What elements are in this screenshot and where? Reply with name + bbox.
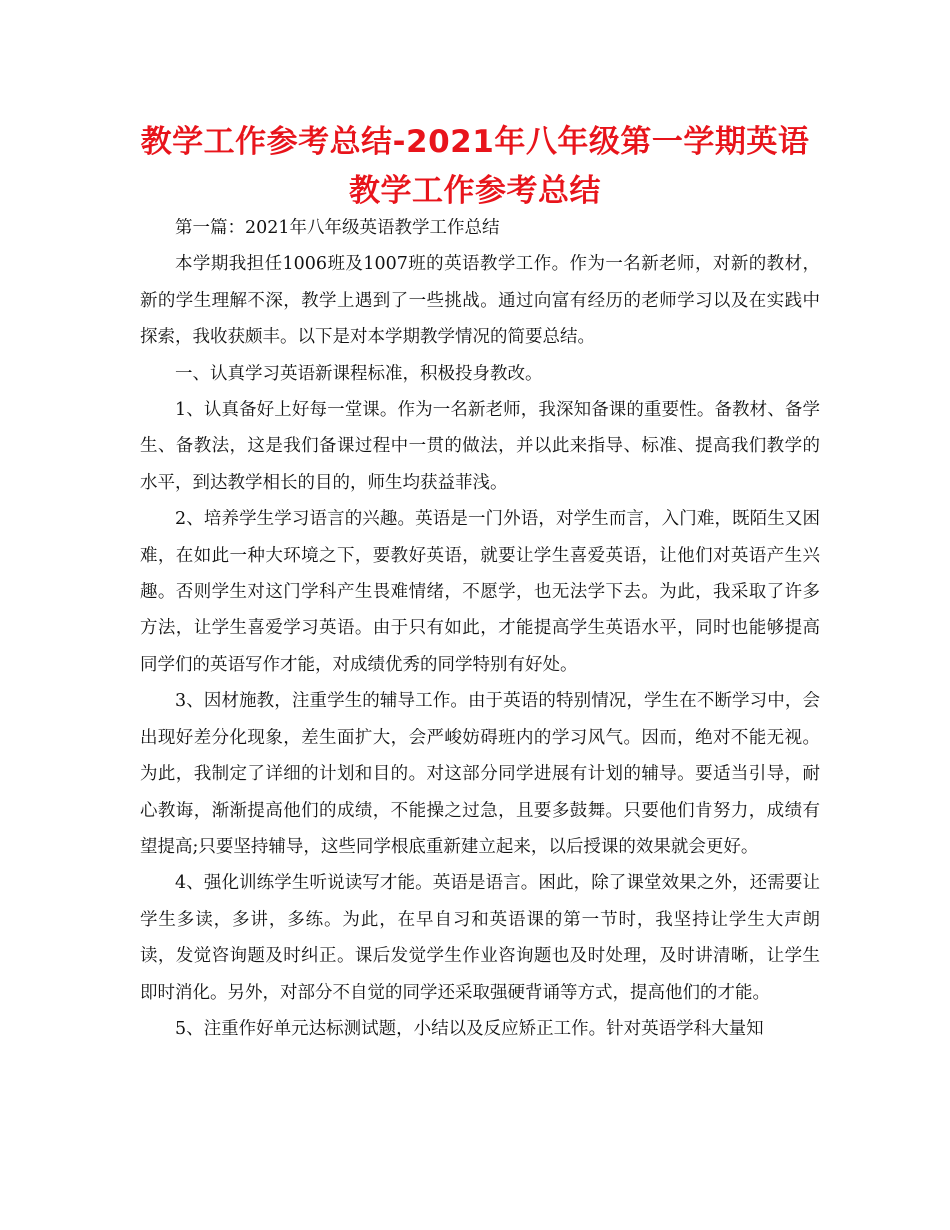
- paragraph: 一、认真学习英语新课程标准，积极投身教改。: [175, 363, 543, 384]
- paragraph: 2、培养学生学习语言的兴趣。英语是一门外语，对学生而言，入门难，既陌生又困难，在如此一种大环境之下，要教好英语，就要让学生喜爱英语，让他们对英语产生兴趣。否则学生对这门学科产生畏难情绪，不愿学，也无法学下去。为此，我采取了许多方法，让学生喜爱学习英语。由于只有如此，才能提高学生英语水平，同时也能够提高同学们的英语写作才能，对成绩优秀的同学特别有好处。: [140, 509, 820, 675]
- document-body: [140, 210, 820, 1047]
- paragraph: 1、认真备好上好每一堂课。作为一名新老师，我深知备课的重要性。备教材、备学生、备教法，这是我们备课过程中一贯的做法，并以此来指导、标准、提高我们教学的水平，到达教学相长的目的，师生均获益菲浅。: [140, 400, 820, 493]
- title-line-2: 教学工作参考总结: [349, 173, 601, 209]
- title-line-1: 教学工作参考总结-2021年八年级第一学期英语: [140, 124, 810, 160]
- section-heading: 第一篇：2021年八年级英语教学工作总结: [175, 218, 500, 238]
- paragraph: 3、因材施教，注重学生的辅导工作。由于英语的特别情况，学生在不断学习中，会出现好差分化现象，差生面扩大，会严峻妨碍班内的学习风气。因而，绝对不能无视。为此，我制定了详细的计划和目的。对这部分同学进展有计划的辅导。要适当引导，耐心教诲，渐渐提高他们的成绩，不能操之过急，且要多鼓舞。只要他们肯努力，成绩有望提高;只要坚持辅导，这些同学根底重新建立起来，以后授课的效果就会更好。: [140, 691, 820, 857]
- paragraph: 4、强化训练学生听说读写才能。英语是语言。困此，除了课堂效果之外，还需要让学生多读，多讲，多练。为此，在早自习和英语课的第一节时，我坚持让学生大声朗读，发觉咨询题及时纠正。课后发觉学生作业咨询题也及时处理，及时讲清晰，让学生即时消化。另外，对部分不自觉的同学还采取强硬背诵等方式，提高他们的才能。: [140, 873, 820, 1003]
- paragraph: 本学期我担任1006班及1007班的英语教学工作。作为一名新老师，对新的教材，新的学生理解不深，教学上遇到了一些挑战。通过向富有经历的老师学习以及在实践中探索，我收获颇丰。以下是对本学期教学情况的简要总结。: [140, 254, 820, 348]
- paragraph: 5、注重作好单元达标测试题，小结以及反应矫正工作。针对英语学科大量知: [175, 1018, 764, 1039]
- document-title: [130, 118, 820, 216]
